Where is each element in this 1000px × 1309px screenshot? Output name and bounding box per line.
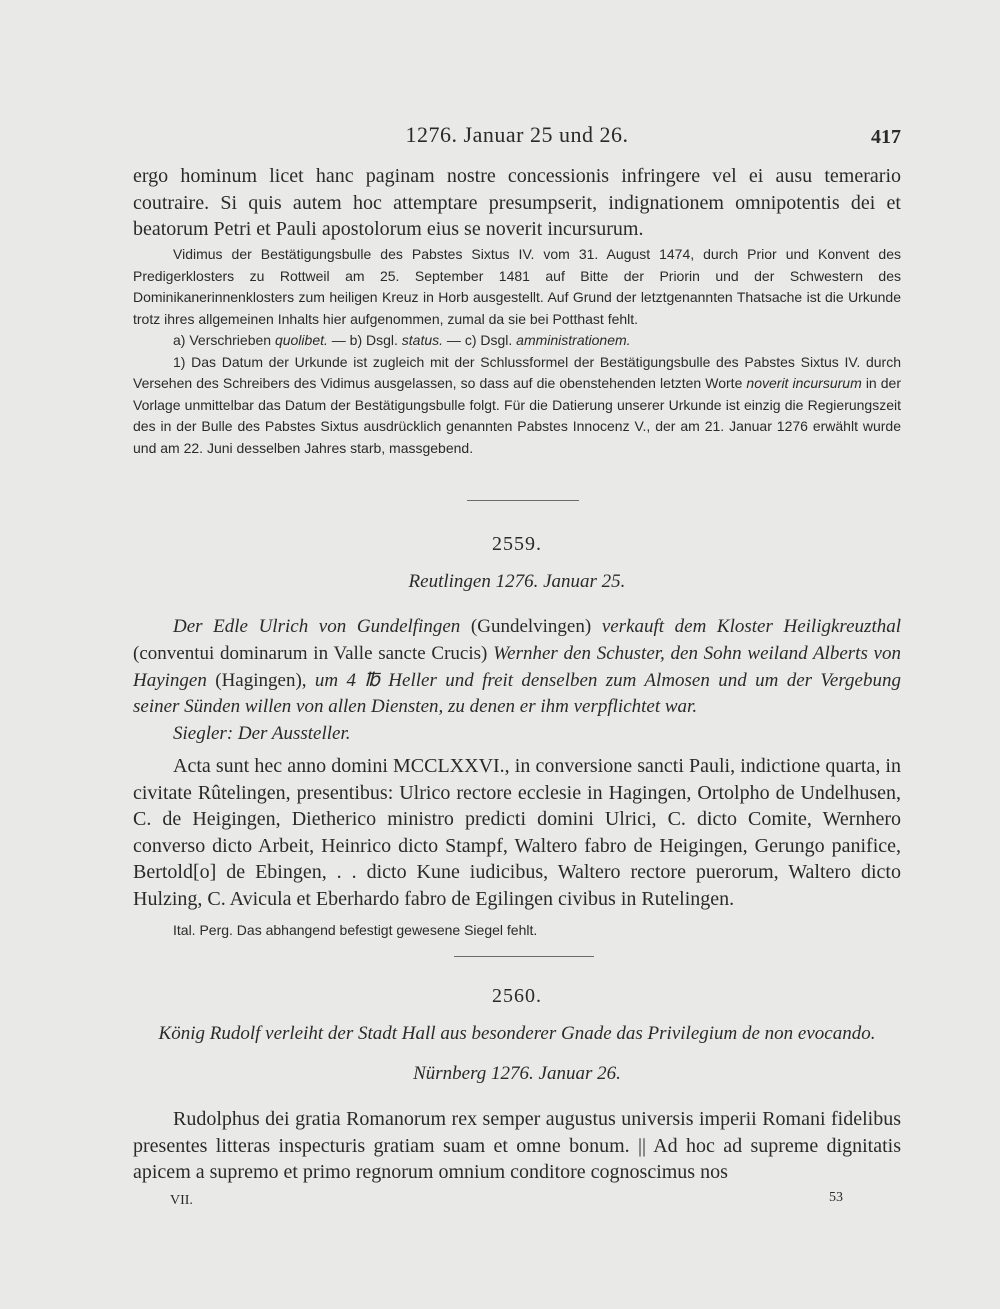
continued-charter-text bbox=[133, 163, 901, 243]
regest-2559-r2: (Gundelvingen) bbox=[460, 616, 602, 637]
footnote-1-italic: noverit incursurum bbox=[746, 375, 862, 391]
charter-text-2560 bbox=[133, 1106, 901, 1186]
footnote-1-part1: 1) Das Datum der Urkunde ist zugleich mit der Schlussformel der Bestätigungsbulle des Pabstes Sixtus IV. durch Versehen des Schreibers des Vidimus ausgelassen, so dass auf die obenstehenden letzten Worte bbox=[133, 353, 901, 391]
signature-mark: VII. bbox=[170, 1193, 193, 1208]
page-number: 417 bbox=[871, 126, 901, 148]
note-2559-block bbox=[133, 920, 901, 942]
footnote-1-part2: in der Vorlage unmittelbar das Datum der Bestätigungsbulle folgt. Für die Datierung unserer Urkunde ist einzig die Regierungszeit des in der Bulle des Pabstes Sixtus ausdrücklich genannten Pabstes Innocenz V., der am 21. Januar 1276 erwählt wurde und am 22. Juni desselben Jahres starb, massgebend. bbox=[133, 375, 902, 456]
place-date-2560: Nürnberg 1276. Januar 26. bbox=[413, 1063, 621, 1084]
variant-b-word: status. bbox=[401, 332, 444, 348]
text-2559: Acta sunt hec anno domini MCCLXXVI., in conversione sancti Pauli, indictione quarta, in civitate Rûtelingen, presentibus: Ulrico rectore ecclesie in Hagingen, Ortolpho de Undelhusen, C. de Heigingen, Dietherico ministro predicti domini Ulrici, C. dicto Comite, Wernhero converso dicto Arbeit, Heinrico dicto Stampf, Waltero fabro de Heigingen, Gerungo panifice, Bertold[o] de Ebingen, . . dicto Kune iudicibus, Waltero rectore puerorum, Waltero dicto Hulzing, C. Avicula et Eberhardo fabro de Egilingen civibus in Rutelingen. bbox=[133, 755, 901, 910]
variant-b-label: — b) Dsgl. bbox=[327, 332, 398, 348]
regest-2559-r3: verkauft dem Kloster Heiligkreuzthal bbox=[601, 616, 901, 637]
variant-a-label: a) Verschrieben bbox=[173, 332, 272, 348]
regest-2559-r1: Der Edle Ulrich von Gundelfingen bbox=[173, 616, 461, 637]
charter-text-2559 bbox=[133, 753, 901, 912]
variant-notes bbox=[133, 330, 901, 352]
section-divider bbox=[467, 500, 579, 501]
apparatus-block bbox=[133, 244, 901, 459]
regest-2559-text bbox=[133, 614, 901, 721]
variant-a-word: quolibet. bbox=[274, 332, 328, 348]
regest-2559 bbox=[133, 614, 901, 748]
doc-number-2559: 2559. bbox=[492, 533, 542, 555]
running-header bbox=[133, 122, 901, 152]
regest-2559-r5: Wernher den Schuster, den Sohn weiland Alberts von Hayingen bbox=[133, 642, 901, 691]
variant-c-word: amministrationem. bbox=[516, 332, 631, 348]
regest-2559-r6: (Hagingen), bbox=[206, 669, 315, 691]
running-title: 1276. Januar 25 und 26. bbox=[405, 122, 629, 147]
top-text: ergo hominum licet hanc paginam nostre concessionis infringere vel ei ausu temerario coutraire. Si quis autem hoc attemptare presumpserit, indignationem omnipotentis dei et beatorum Petri et Pauli apostolorum eius se noverit incursurum. bbox=[133, 165, 901, 240]
note-2559: Ital. Perg. Das abhangend befestigt gewesene Siegel fehlt. bbox=[173, 922, 538, 938]
sealer-2559: Siegler: Der Aussteller. bbox=[173, 723, 351, 745]
source-note: Vidimus der Bestätigungsbulle des Pabstes Sixtus IV. vom 31. August 1474, durch Prior und Konvent des Predigerklosters zu Rottweil am 25. September 1481 auf Bitte der Priorin und der Schwestern des Dominikanerinnenklosters zum heiligen Kreuz in Horb ausgestellt. Auf Grund der letztgenannten Thatsache ist die Urkunde trotz ihres allgemeinen Inhalts hier aufgenommen, zumal da sie bei Potthast fehlt. bbox=[133, 246, 901, 327]
regest-2559-r7: um 4 ℔ Heller und freit denselben zum Almosen und um der Vergebung seiner Sünden willen von allen Diensten, zu denen er ihm verpflichtet war. bbox=[133, 669, 901, 718]
place-date-2559: Reutlingen 1276. Januar 25. bbox=[408, 571, 626, 592]
sheet-number: 53 bbox=[829, 1190, 843, 1205]
regest-2559-r4: (conventui dominarum in Valle sancte Crucis) bbox=[133, 642, 494, 664]
regest-2560: König Rudolf verleiht der Stadt Hall aus besonderer Gnade das Privilegium de non evocando. bbox=[158, 1023, 876, 1044]
section-divider-2 bbox=[454, 956, 594, 957]
doc-number-2560: 2560. bbox=[492, 985, 542, 1007]
text-2560: Rudolphus dei gratia Romanorum rex semper augustus universis imperii Romani fidelibus presentes litteras inspecturis gratiam suam et omne bonum. || Ad hoc ad supreme dignitatis apicem a supremo et primo regnorum omnium conditore cognoscimus nos bbox=[133, 1108, 901, 1183]
variant-c-label: — c) Dsgl. bbox=[443, 332, 513, 348]
footnote-1 bbox=[133, 352, 901, 460]
